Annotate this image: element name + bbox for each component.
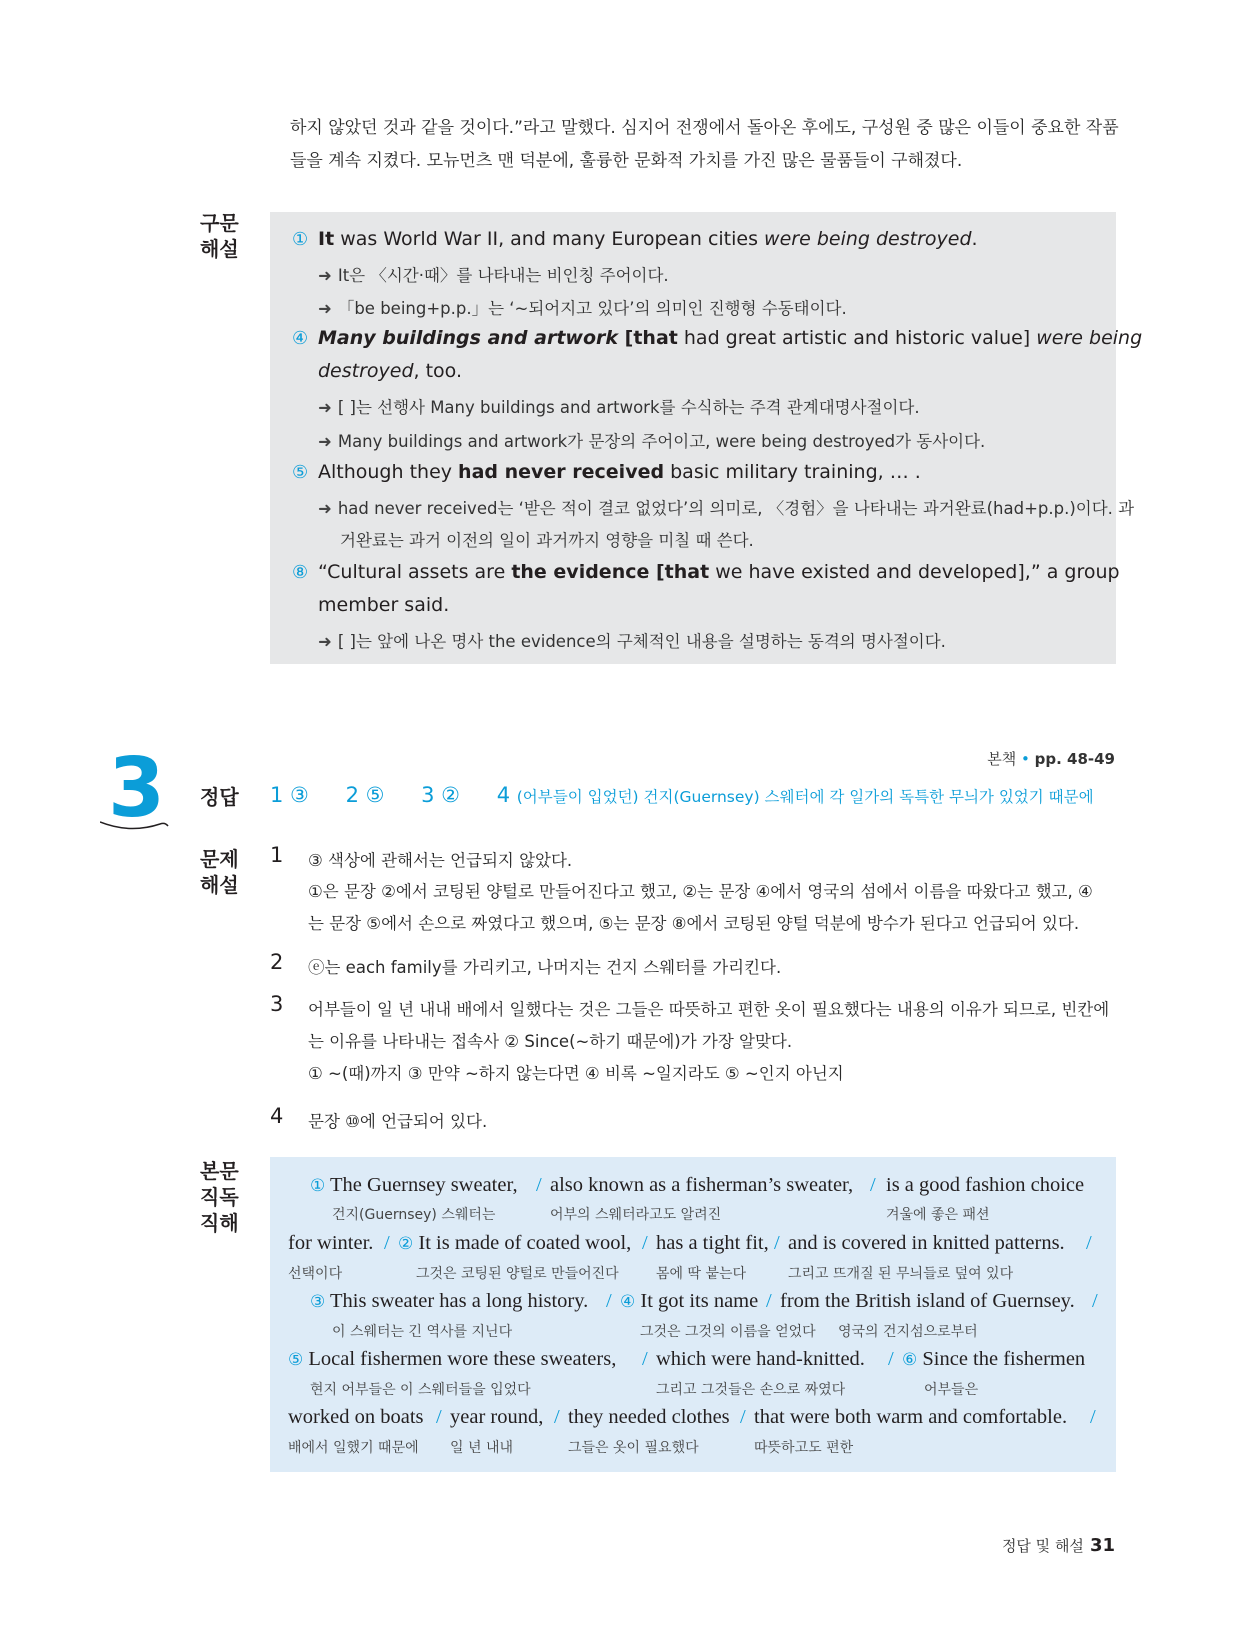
arrow-icon: ➜ xyxy=(318,398,332,417)
answer-label: 정답 xyxy=(200,785,239,809)
reading-chunk xyxy=(310,1290,588,1313)
text: was World War II, and many European cities xyxy=(334,228,765,250)
slash: / xyxy=(642,1232,648,1254)
section-number: 3 xyxy=(108,744,166,834)
reading-gloss: 어부들은 xyxy=(924,1382,979,1398)
chunk-text: It is made of coated wool, xyxy=(418,1232,632,1254)
problem-line: 문장 ⑩에 언급되어 있다. xyxy=(308,1112,488,1131)
grammar-note xyxy=(318,262,669,286)
circled-number: ④ xyxy=(292,328,309,349)
problem-number: 2 xyxy=(270,950,284,974)
grammar-note xyxy=(318,628,946,652)
text-bold: the evidence [that xyxy=(511,561,710,583)
intro-line: 하지 않았던 것과 같을 것이다.”라고 말했다. 심지어 전쟁에서 돌아온 후에도, 구성원 중 많은 이들이 중요한 작품 xyxy=(290,118,1119,138)
note-text: [ ]는 선행사 Many buildings and artwork를 수식하는 주격 관계대명사절이다. xyxy=(337,398,920,417)
text-italic: were being destroyed xyxy=(764,228,972,250)
arrow-icon: ➜ xyxy=(318,499,332,518)
reading-gloss: 그것은 코팅된 양털로 만들어진다 xyxy=(416,1266,619,1282)
reading-chunk: year round, xyxy=(450,1406,544,1428)
chunk-text: Since the fishermen xyxy=(922,1348,1086,1370)
grammar-sentence-4-cont xyxy=(318,360,462,382)
arrow-icon: ➜ xyxy=(318,266,332,285)
reading-gloss: 이 스웨터는 긴 역사를 지닌다 xyxy=(332,1324,513,1340)
reading-gloss: 배에서 일했기 때문에 xyxy=(288,1440,419,1456)
reading-chunk xyxy=(620,1290,758,1313)
text: basic military training, … . xyxy=(664,461,921,483)
problem-line: 는 이유를 나타내는 접속사 ② Since(~하기 때문에)가 가장 알맞다. xyxy=(308,1032,793,1051)
text: , too. xyxy=(413,360,463,382)
answer-row xyxy=(270,783,1094,807)
reading-chunk xyxy=(310,1174,518,1197)
reading-chunk xyxy=(398,1232,631,1255)
reading-chunk: and is covered in knitted patterns. xyxy=(788,1232,1065,1254)
reading-chunk: for winter. xyxy=(288,1232,374,1254)
grammar-sentence-5 xyxy=(292,461,921,483)
grammar-note xyxy=(318,295,847,319)
reading-gloss: 따뜻하고도 편한 xyxy=(754,1440,854,1456)
text-bold-italic: Many buildings and artwork xyxy=(318,327,619,349)
reading-chunk xyxy=(288,1348,616,1371)
problem-section-label xyxy=(200,846,239,898)
reading-chunk: worked on boats xyxy=(288,1406,424,1428)
slash: / xyxy=(766,1290,772,1312)
reading-gloss: 현지 어부들은 이 스웨터들을 입었다 xyxy=(310,1382,531,1398)
slash: / xyxy=(1092,1290,1098,1312)
ref-pages: pp. 48-49 xyxy=(1034,750,1115,768)
text: “Cultural assets are xyxy=(318,561,512,583)
problem-number: 1 xyxy=(270,843,284,867)
intro-line: 들을 계속 지켰다. 모뉴먼츠 맨 덕분에, 훌륭한 문화적 가치를 가진 많은 물품들이 구해졌다. xyxy=(290,151,963,171)
reading-chunk: they needed clothes xyxy=(568,1406,730,1428)
reading-gloss: 그리고 그것들은 손으로 짜였다 xyxy=(656,1382,846,1398)
reading-gloss: 그들은 옷이 필요했다 xyxy=(568,1440,699,1456)
slash: / xyxy=(740,1406,746,1428)
label-line: 구문 xyxy=(200,211,239,235)
slash: / xyxy=(642,1348,648,1370)
slash: / xyxy=(888,1348,894,1370)
text: . xyxy=(971,228,978,250)
answer-4-text: (어부들이 입었던) 건지(Guernsey) 스웨터에 각 일가의 독특한 무늬가 있었기 때문에 xyxy=(516,788,1094,806)
problem-line: ⓔ는 each family를 가리키고, 나머지는 건지 스웨터를 가리킨다. xyxy=(308,958,782,977)
chunk-text: This sweater has a long history. xyxy=(330,1290,589,1312)
page-reference xyxy=(987,748,1115,769)
slash: / xyxy=(384,1232,390,1254)
reading-gloss: 영국의 건지섬으로부터 xyxy=(838,1324,978,1340)
label-line: 해설 xyxy=(200,237,239,261)
reading-gloss: 몸에 딱 붙는다 xyxy=(656,1266,747,1282)
intro-paragraph xyxy=(290,112,1120,178)
circled-number: ① xyxy=(292,229,309,250)
text: ” a group xyxy=(1030,561,1120,583)
reading-chunk: that were both warm and comfortable. xyxy=(754,1406,1068,1428)
circled-number: ⑥ xyxy=(902,1350,918,1370)
reading-gloss: 선택이다 xyxy=(288,1266,343,1282)
text: we have existed and developed], xyxy=(709,561,1031,583)
note-text: had never received는 ‘받은 적이 결코 없었다’의 의미로, 〈경험〉을 나타내는 과거완료(had+p.p.)이다. 과 xyxy=(337,499,1135,518)
text-bold: [that xyxy=(618,327,678,349)
problem-line: ③ 색상에 관해서는 언급되지 않았다. xyxy=(308,851,573,870)
slash: / xyxy=(554,1406,560,1428)
answer-3: 3 ② xyxy=(421,783,460,807)
label-line: 직해 xyxy=(200,1211,239,1235)
ref-label: 본책 xyxy=(987,750,1017,768)
grammar-note xyxy=(318,394,920,418)
section-number-badge xyxy=(100,744,170,834)
slash: / xyxy=(1090,1406,1096,1428)
circled-number: ⑧ xyxy=(292,562,309,583)
text-italic: destroyed xyxy=(318,360,414,382)
note-text: 「be being+p.p.」는 ‘~되어지고 있다’의 의미인 진행형 수동태이다. xyxy=(337,299,847,318)
note-text: It은 〈시간·때〉를 나타내는 비인칭 주어이다. xyxy=(337,266,669,285)
grammar-sentence-1 xyxy=(292,228,978,250)
reading-chunk: which were hand-knitted. xyxy=(656,1348,865,1370)
grammar-sentence-8-cont: member said. xyxy=(318,594,450,616)
arrow-icon: ➜ xyxy=(318,432,332,451)
arrow-icon: ➜ xyxy=(318,299,332,318)
circled-number: ④ xyxy=(620,1292,636,1312)
circled-number: ① xyxy=(310,1176,326,1196)
slash: / xyxy=(436,1406,442,1428)
answer-1: 1 ③ xyxy=(270,783,309,807)
problem-line: 는 문장 ⑤에서 손으로 짜였다고 했으며, ⑤는 문장 ⑧에서 코팅된 양털 덕분에 방수가 된다고 언급되어 있다. xyxy=(308,914,1080,933)
grammar-sentence-8 xyxy=(292,561,1120,583)
grammar-note-cont: 거완료는 과거 이전의 일이 과거까지 영향을 미칠 때 쓴다. xyxy=(340,531,754,550)
slash: / xyxy=(536,1174,542,1196)
problem-line: 어부들이 일 년 내내 배에서 일했다는 것은 그들은 따뜻하고 편한 옷이 필요했다는 내용의 이유가 되므로, 빈칸에 xyxy=(308,1000,1110,1019)
reading-chunk: has a tight fit, xyxy=(656,1232,769,1254)
circled-number: ⑤ xyxy=(292,462,309,483)
reading-chunk xyxy=(902,1348,1085,1371)
reading-gloss: 그것은 그것의 이름을 얻었다 xyxy=(640,1324,816,1340)
label-line: 문제 xyxy=(200,847,239,871)
text: had great artistic and historic value] xyxy=(677,327,1037,349)
reading-chunk: from the British island of Guernsey. xyxy=(780,1290,1075,1312)
grammar-section-label xyxy=(200,210,239,262)
slash: / xyxy=(606,1290,612,1312)
reading-chunk: is a good fashion choice xyxy=(886,1174,1085,1196)
circled-number: ② xyxy=(398,1234,414,1254)
reading-gloss: 겨울에 좋은 패션 xyxy=(886,1207,990,1223)
text-bold: It xyxy=(318,228,335,250)
slash: / xyxy=(1086,1232,1092,1254)
grammar-note xyxy=(318,428,985,452)
label-line: 해설 xyxy=(200,873,239,897)
reading-chunk: also known as a fisherman’s sweater, xyxy=(550,1174,854,1196)
chunk-text: The Guernsey sweater, xyxy=(330,1174,518,1196)
problem-number: 4 xyxy=(270,1104,284,1128)
answer-2: 2 ⑤ xyxy=(345,783,385,807)
reading-gloss: 일 년 내내 xyxy=(450,1440,513,1456)
slash: / xyxy=(870,1174,876,1196)
note-text: [ ]는 앞에 나온 명사 the evidence의 구체적인 내용을 설명하는 동격의 명사절이다. xyxy=(337,632,946,651)
answer-4-number: 4 xyxy=(496,783,511,807)
page-number: 31 xyxy=(1089,1535,1115,1556)
circled-number: ⑤ xyxy=(288,1350,304,1370)
reading-gloss: 그리고 뜨개질 된 무늬들로 덮여 있다 xyxy=(788,1266,1014,1282)
grammar-sentence-4 xyxy=(292,327,1142,349)
slash: / xyxy=(774,1232,780,1254)
note-text: Many buildings and artwork가 문장의 주어이고, were being destroyed가 동사이다. xyxy=(337,432,986,451)
text-bold: had never received xyxy=(458,461,665,483)
bullet-dot: • xyxy=(1020,750,1030,768)
footer-label: 정답 및 해설 xyxy=(1001,1537,1084,1555)
problem-number: 3 xyxy=(270,992,284,1016)
page-footer xyxy=(1002,1535,1115,1556)
label-line: 직독 xyxy=(200,1185,239,1209)
reading-section-label xyxy=(200,1158,239,1236)
circled-number: ③ xyxy=(310,1292,326,1312)
text: Although they xyxy=(318,461,459,483)
chunk-text: It got its name xyxy=(640,1290,759,1312)
reading-gloss: 어부의 스웨터라고도 알려진 xyxy=(550,1207,722,1223)
arrow-icon: ➜ xyxy=(318,632,332,651)
grammar-note xyxy=(318,495,1134,519)
text-italic: were being xyxy=(1036,327,1143,349)
label-line: 본문 xyxy=(200,1159,239,1183)
problem-line: ①은 문장 ②에서 코팅된 양털로 만들어진다고 했고, ②는 문장 ④에서 영국의 섬에서 이름을 따왔다고 했고, ④ xyxy=(308,882,1093,901)
section-number-graphic xyxy=(100,744,170,834)
problem-line: ① ~(때)까지 ③ 만약 ~하지 않는다면 ④ 비록 ~일지라도 ⑤ ~인지 아닌지 xyxy=(308,1064,844,1083)
chunk-text: Local fishermen wore these sweaters, xyxy=(308,1348,617,1370)
reading-gloss: 건지(Guernsey) 스웨터는 xyxy=(332,1207,496,1223)
